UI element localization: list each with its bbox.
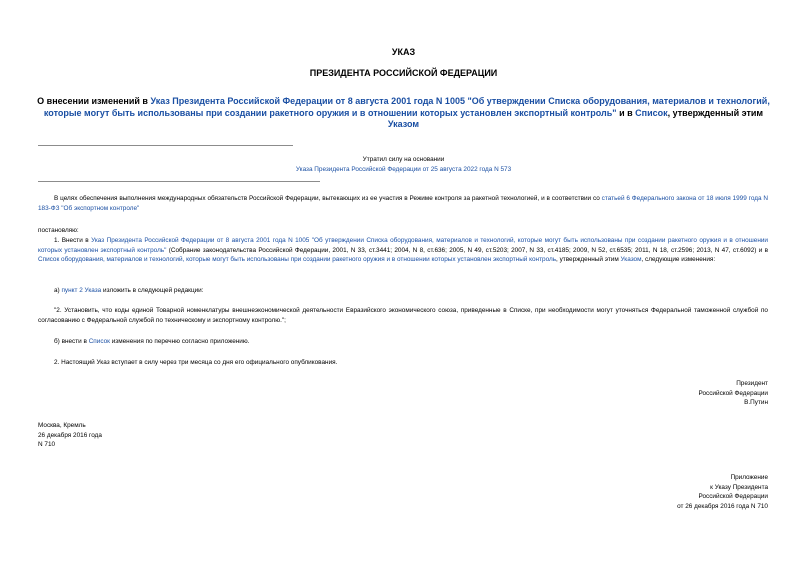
place: Москва, Кремль (38, 422, 86, 429)
preamble-law-link[interactable]: статьей 6 Федерального закона от 18 июля 1999 года N 183-ФЗ "Об экспортном контроле" (38, 195, 769, 212)
heading-suffix: , утвержденный этим (667, 107, 764, 118)
appendix-block (677, 473, 768, 511)
heading-link-list[interactable]: Список (635, 107, 668, 118)
paragraph-1-text-a: 1. Внести в (54, 237, 92, 244)
paragraph-a-text-a: а) (54, 287, 62, 294)
preamble-text: В целях обеспечения выполнения международных обязательств Российской Федерации, вытекающих из ее участия в Режиме контроля за ракетной технологией, и в соответствии со (54, 195, 602, 202)
appendix-title: Приложение (730, 474, 768, 481)
heading-link-decree[interactable]: Указ Президента Российской Федерации от 8 августа 2001 года N 1005 "Об утверждении Списка оборудования, материалов и технологий, которые могут быть использованы при создании ракетного оружия и в отношении которых установлен экспортный контроль" (43, 96, 770, 118)
appendix-ref: к Указу Президента (710, 483, 768, 491)
paragraph-b-list-link[interactable]: Список (88, 338, 110, 345)
paragraph-1-list-link[interactable]: Список оборудования, материалов и технологий, которые могут быть использованы при создании ракетного оружия и в отношении которых установлен экспортный контроль (38, 256, 557, 263)
document-heading (30, 96, 777, 131)
paragraph-a (54, 286, 204, 296)
paragraph-b (54, 337, 249, 347)
quoted-paragraph: "2. Установить, что коды единой Товарной номенклатуры внешнеэкономической деятельности Евразийского экономического союза, приведенные в Списке, при необходимости могут уточняться Федеральной таможенной службой по согласованию с Федеральной службой по техническому и экспортному контролю."; (38, 307, 768, 324)
paragraph-a-link[interactable]: пункт 2 Указа (61, 287, 102, 294)
repeal-notice (240, 155, 567, 174)
paragraph-a-text-b: изложить в следующей редакции: (101, 287, 204, 294)
decree-number: N 710 (38, 441, 56, 448)
paragraph-1-ukaz-link[interactable]: Указом (620, 256, 642, 263)
date: 26 декабря 2016 года (38, 431, 102, 439)
repeal-notice-text: Утратил силу на основании (362, 156, 445, 163)
preamble-paragraph (38, 194, 768, 213)
paragraph-b-text-b: изменения по перечню согласно приложению. (109, 338, 250, 345)
appendix-country: Российской Федерации (698, 493, 768, 500)
document-title: УКАЗ (391, 47, 416, 57)
signature-country: Российской Федерации (698, 389, 768, 397)
place-date-block (38, 421, 102, 450)
signature-title: Президент (736, 380, 768, 387)
paragraph-1-text-c: , утвержденный этим (556, 256, 621, 263)
divider-top (38, 145, 293, 146)
heading-link-ukaz[interactable]: Указом (387, 119, 420, 129)
paragraph-1 (38, 236, 768, 265)
repeal-notice-link[interactable]: Указа Президента Российской Федерации от 25 августа 2022 года N 573 (295, 165, 512, 173)
heading-middle: и в (616, 107, 636, 118)
paragraph-2: 2. Настоящий Указ вступает в силу через три месяца со дня его официального опубликования. (54, 359, 338, 366)
appendix-date: от 26 декабря 2016 года N 710 (677, 502, 768, 510)
signature-block (699, 379, 769, 408)
paragraph-b-text-a: б) внести в (54, 338, 89, 345)
paragraph-1-text-b: (Собрание законодательства Российской Федерации, 2001, N 33, ст.3441; 2004, N 8, ст.636; 2005, N 49, ст.5203; 2007, N 33, ст.4185; 2009, N 52, ст.6535; 2011, N 18, ст.2596; 2013, N 47, ст.6092) и в (166, 246, 769, 254)
divider-bottom (38, 181, 320, 182)
signature-name: В.Путин (744, 399, 768, 406)
paragraph-1-text-d: , следующие изменения: (641, 256, 716, 263)
paragraph-1-decree-link[interactable]: Указ Президента Российской Федерации от 8 августа 2001 года N 1005 "Об утверждении Списка оборудования, материалов и технологий, которые могут быть использованы при создании ракетного оружия и в отношении которых установлен экспортный контроль" (38, 237, 768, 254)
decree-word: постановляю: (38, 227, 79, 234)
heading-prefix: О внесении изменений в (37, 96, 151, 106)
document-subtitle: ПРЕЗИДЕНТА РОССИЙСКОЙ ФЕДЕРАЦИИ (309, 68, 498, 78)
